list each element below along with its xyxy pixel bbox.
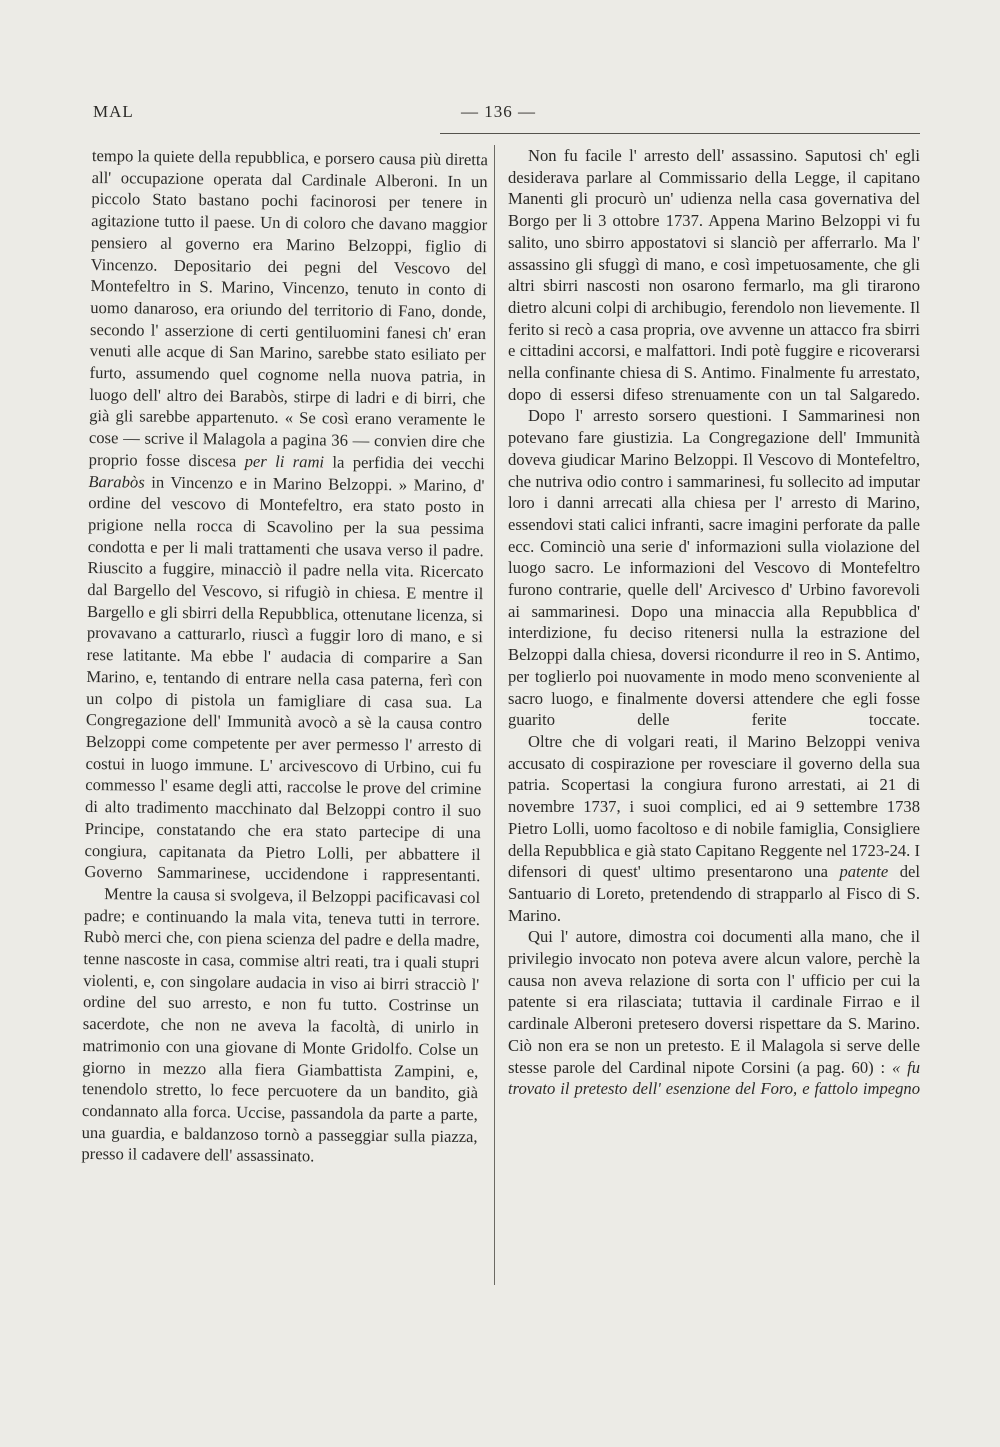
text-run: in Vincenzo e in Marino Belzoppi. » Marino, d' ordine del vescovo di Montefeltro, era stato posto in prigione nella rocca di Scavolino per la sua pessima condotta e per li mali trattamenti che usava verso il padre. Riuscito a fuggire, minacciò il padre nella vita. Ricercato dal Bargello del Vescovo, si rifugiò in chiesa. E mentre il Bargello e gli sbirri della Repubblica, ottenutane licenza, si provavano a catturarlo, riuscì a fuggir loro di mano, e si rese latitante. Ma ebbe l' audacia di comparire a San Marino, e, tentando di entrare nella casa paterna, ferì con un colpo di pistola un famigliare di casa sua. La Congregazione dell' Immunità avocò a sè la causa contro Belzoppi come competente per aver permesso l' arresto di costui in luogo immune. L' arcivescovo di Urbino, cui fu commesso l' esame degli atti, raccolse le prove del crimine di alto tradimento macchinato dal Belzoppi contro il suo Principe, constatando che era stato partecipe di una congiura, capitanata da Pietro Lolli, per abbattere il Governo Sammarinese, uccidendone i rappresentanti. [84, 472, 485, 886]
page-header [93, 102, 923, 132]
right-column [508, 145, 920, 1100]
italic-quote: « fu trovato il pretesto dell' esenzione del Foro, e fattolo impegno [508, 1057, 921, 1099]
header-rule [440, 133, 920, 134]
right-paragraph-4 [508, 926, 920, 1100]
right-paragraph-3 [508, 731, 920, 926]
italic-phrase: per li rami [244, 451, 325, 472]
column-divider [494, 145, 495, 1285]
text-run: del Santuario di Loreto, pretendendo di strapparlo al Fisco di S. Marino. [508, 862, 920, 925]
left-column [81, 145, 488, 1169]
right-paragraph-1: Non fu facile l' arresto dell' assassino. Saputosi ch' egli desiderava parlare al Commissario della Legge, il capitano Manenti gli procurò un' udienza nella casa governativa del Borgo per li 3 ottobre 1737. Appena Marino Belzoppi vi fu salito, uno sbirro appostatovi si slanciò per afferrarlo. Ma l' assassino gli sfuggì di mano, e così impetuosamente, che gli altri sbirri nascosti non osarono fermarlo, ma gli tirarono dietro alcuni colpi di archibugio, ferendolo non lievemente. Il ferito si recò a casa propria, ove avvenne un attacco fra sbirri e cittadini accorsi, e malfattori. Indi potè fuggire e ricoverarsi nella confinante chiesa di S. Antimo. Finalmente fu arrestato, dopo di essersi difeso strenuamente con un tal Salgaredo. [508, 146, 920, 404]
left-paragraph-2: Mentre la causa si svolgeva, il Belzoppi pacificavasi col padre; e continuando la mala vita, teneva tutti in terrore. Rubò merci che, con piena scienza del padre e della madre, tenne nascoste in casa, commise altri reati, tra i quali stupri violenti, e, con singolare audacia in viso ai birri stracciò l' ordine del suo arresto, e non fu tutto. Costrinse un sacerdote, che non ne aveva la facoltà, di unirlo in matrimonio con una giovane di Monte Gridolfo. Colse un giorno in mezzo alla fiera Giambattista Zampini, e, tenendolo stretto, lo fece percuotere da un bandito, già condannato alla forca. Uccise, passandola da parte a parte, una guardia, e baldanzoso tornò a passeggiar sulla piazza, presso il cadavere dell' assassinato. [81, 884, 481, 1166]
text-run: tempo la quiete della repubblica, e porsero causa più diretta all' occupazione operata dal Cardinale Alberoni. In un piccolo Stato bastano pochi facinorosi per tenere in agitazione tutto il paese. Un di coloro che davano maggior pensiero al governo era Marino Belzoppi, figlio di Vincenzo. Depositario dei pegni del Vescovo del Montefeltro in S. Marino, Vincenzo, tenuto in conto di uomo danaroso, era oriundo del territorio di Fano, donde, secondo l' asserzione di certi gentiluomini fanesi ch' eran venuti alle acque di San Marino, sarebbe stato esiliato per furto, assumendo quel cognome nella nuova patria, in luogo dell' altro dei Barabòs, stirpe di ladri e di birri, che già gli sarebbe appartenuto. « Se così erano veramente le cose — scrive il Malagola a pagina 36 — convien dire che proprio fosse discesa [88, 145, 488, 471]
italic-phrase: patente [839, 862, 889, 882]
text-run: Qui l' autore, dimostra coi documenti alla mano, che il privilegio invocato non poteva avere alcun valore, perchè la causa non aveva relazione di sorta con l' ufficio per cui la patente si era rilasciata; tuttavia il cardinale Firrao e il cardinale Alberoni pretesero doversi rispettare da S. Marino. Ciò non era se non un pretesto. E il Malagola si serve delle stesse parole del Cardinal nipote Corsini (a pag. 60) : [508, 927, 920, 1077]
right-paragraph-2: Dopo l' arresto sorsero questioni. I Sammarinesi non potevano fare giustizia. La Congregazione dell' Immunità doveva giudicar Marino Belzoppi. Il Vescovo di Montefeltro, che nutriva odio contro i sammarinesi, fu sollecito ad imputar loro i danni arrecati alla chiesa per l' arresto di Marino, essendovi stati calici infranti, sacre imagini perforate da palle ecc. Cominciò una serie d' informazioni sulla violazione del luogo sacro. Le informazioni del Vescovo di Montefeltro furono contrarie, quelle dell' Arcivesco d' Urbino favorevoli ai sammarinesi. Dopo una minaccia alla Repubblica d' interdizione, fu deciso ritenersi nulla la estrazione del Belzoppi dalla chiesa, doversi ricondurre il reo in S. Antimo, per toglierlo poi nuovamente in modo meno sconveniente al sacro luogo, e finalmente doversi attendere che egli fosse guarito delle ferite toccate. [508, 406, 920, 730]
left-paragraph-1 [84, 145, 488, 887]
running-head: MAL [93, 102, 134, 121]
italic-phrase: Barabòs [88, 471, 145, 492]
page-number: — 136 — [461, 102, 536, 121]
text-run: la perfidia dei vecchi [332, 452, 485, 473]
text-run: Oltre che di volgari reati, il Marino Belzoppi veniva accusato di cospirazione per rovesciare il governo della sua patria. Scopertasi la congiura furono arrestati, ai 21 di novembre 1737, i suoi complici, ed ai 9 settembre 1738 Pietro Lolli, uomo facoltoso e di nobile famiglia, Consigliere della Repubblica e già stato Capitano Reggente nel 1723-24. I difensori di quest' ultimo presentarono una [508, 731, 920, 882]
